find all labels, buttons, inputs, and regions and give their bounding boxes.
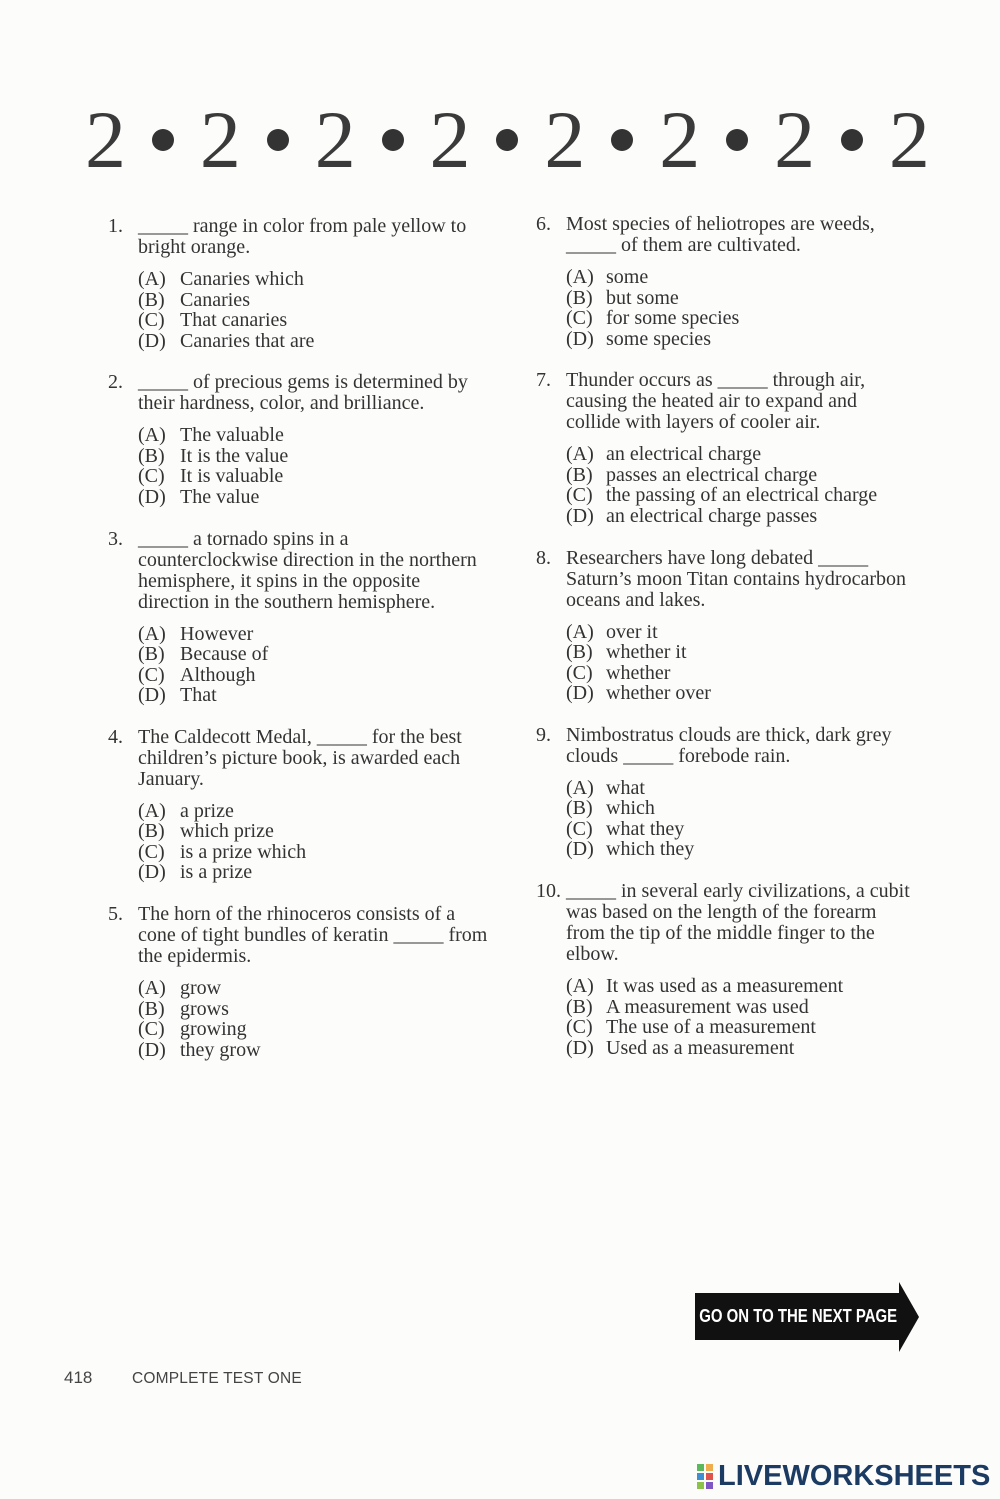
answer-option-a[interactable]	[566, 622, 956, 643]
stem-line: children’s picture book, is awarded each	[138, 746, 461, 769]
stem-line: causing the heated air to expand and	[566, 390, 857, 413]
option-text: a prize	[180, 799, 234, 822]
answer-option-b[interactable]	[566, 288, 956, 309]
question-stem	[138, 216, 508, 258]
option-text: The valuable	[180, 424, 284, 447]
question-body	[138, 216, 508, 351]
stem-line: direction in the southern hemisphere.	[138, 590, 436, 613]
option-text: for some species	[606, 307, 740, 329]
option-letter: (C)	[566, 484, 593, 507]
question-6	[536, 214, 956, 349]
option-text: they grow	[180, 1038, 261, 1061]
answer-option-c[interactable]	[138, 1019, 508, 1040]
question-number: 9.	[536, 723, 551, 746]
answer-option-d[interactable]	[566, 329, 956, 350]
question-body	[138, 529, 508, 706]
option-letter: (C)	[566, 817, 593, 840]
stem-line: _____ of them are cultivated.	[566, 234, 801, 256]
option-letter: (B)	[566, 641, 593, 663]
option-text: It is valuable	[180, 465, 284, 488]
stem-line: Researchers have long debated _____	[566, 546, 869, 569]
question-stem	[566, 725, 956, 767]
answer-option-d[interactable]	[566, 683, 956, 704]
option-letter: (A)	[138, 424, 166, 447]
stem-line: Thunder occurs as _____ through air,	[566, 369, 866, 392]
answer-option-c[interactable]	[566, 1017, 956, 1038]
option-letter: (A)	[138, 799, 166, 822]
section-number: 2	[429, 94, 471, 185]
option-letter: (B)	[138, 997, 165, 1020]
option-text: The value	[180, 485, 260, 508]
bullet-icon	[841, 129, 863, 151]
question-1	[108, 216, 508, 351]
option-text: However	[180, 622, 254, 645]
answer-option-c[interactable]	[566, 485, 956, 506]
option-letter: (C)	[138, 840, 165, 863]
question-number: 2.	[108, 371, 123, 394]
answer-option-b[interactable]	[566, 465, 956, 486]
option-letter: (C)	[566, 307, 593, 329]
option-text: some	[606, 266, 649, 288]
answer-option-b[interactable]	[138, 290, 508, 311]
option-text: an electrical charge passes	[606, 504, 818, 527]
answer-options	[566, 622, 956, 704]
section-number: 2	[544, 94, 586, 185]
question-8	[536, 548, 956, 704]
option-text: whether over	[606, 682, 711, 704]
stem-line: clouds _____ forebode rain.	[566, 744, 791, 767]
answer-option-d[interactable]	[566, 506, 956, 527]
logo-square	[706, 1464, 713, 1471]
answer-option-a[interactable]	[138, 978, 508, 999]
logo-square	[697, 1482, 704, 1489]
answer-option-a[interactable]	[566, 267, 956, 288]
answer-option-b[interactable]	[138, 999, 508, 1020]
option-letter: (D)	[138, 329, 166, 352]
question-stem	[566, 548, 956, 611]
option-letter: (D)	[138, 1038, 166, 1061]
option-text: Canaries	[180, 288, 250, 311]
answer-option-b[interactable]	[138, 821, 508, 842]
answer-option-a[interactable]	[566, 444, 956, 465]
liveworksheets-logo-text: LIVEWORKSHEETS	[718, 1460, 991, 1492]
answer-option-d[interactable]	[138, 331, 508, 352]
option-text: what	[606, 776, 645, 799]
option-letter: (D)	[566, 327, 594, 350]
option-letter: (C)	[566, 661, 593, 684]
option-text: the passing of an electrical charge	[606, 484, 878, 507]
option-letter: (B)	[566, 463, 593, 486]
stem-line: from the tip of the middle finger to the	[566, 922, 875, 944]
question-body	[566, 370, 956, 526]
option-letter: (D)	[138, 485, 166, 508]
option-text: It is the value	[180, 444, 289, 467]
section-number: 2	[314, 94, 356, 185]
answer-options	[138, 425, 508, 507]
next-page-banner	[695, 1293, 901, 1340]
stem-line: elbow.	[566, 943, 619, 965]
stem-line: The horn of the rhinoceros consists of a	[138, 903, 456, 925]
question-4	[108, 727, 508, 883]
bullet-icon	[611, 129, 633, 151]
option-letter: (D)	[138, 684, 166, 706]
option-letter: (C)	[138, 663, 165, 686]
option-text: over it	[606, 620, 658, 643]
option-letter: (B)	[138, 643, 165, 665]
question-body	[566, 725, 956, 860]
stem-line: _____ of precious gems is determined by	[138, 371, 468, 394]
stem-line: Saturn’s moon Titan contains hydrocarbon	[566, 567, 906, 590]
option-letter: (A)	[138, 268, 166, 290]
section-number: 2	[199, 94, 241, 185]
answer-option-c[interactable]	[138, 665, 508, 686]
option-letter: (A)	[566, 443, 594, 466]
option-text: grows	[180, 997, 229, 1020]
question-2	[108, 372, 508, 507]
stem-line: Nimbostratus clouds are thick, dark grey	[566, 723, 892, 746]
question-body	[566, 548, 956, 704]
question-stem	[566, 881, 956, 965]
answer-option-a[interactable]	[138, 624, 508, 645]
option-letter: (C)	[566, 1016, 593, 1038]
stem-line: Most species of heliotropes are weeds,	[566, 213, 875, 235]
option-text: Because of	[180, 643, 269, 665]
question-body	[138, 727, 508, 883]
option-letter: (C)	[138, 309, 165, 331]
option-letter: (A)	[566, 776, 594, 799]
option-text: which they	[606, 838, 695, 861]
bullet-icon	[382, 129, 404, 151]
answer-options	[566, 778, 956, 860]
option-letter: (C)	[138, 1018, 165, 1040]
bullet-icon	[152, 129, 174, 151]
option-letter: (B)	[566, 286, 593, 309]
option-text: That canaries	[180, 309, 288, 331]
question-number: 1.	[108, 215, 123, 237]
answer-option-d[interactable]	[138, 1040, 508, 1061]
option-text: whether it	[606, 641, 687, 663]
option-letter: (C)	[138, 465, 165, 488]
answer-option-d[interactable]	[138, 487, 508, 508]
stem-line: was based on the length of the forearm	[566, 901, 877, 923]
question-number: 4.	[108, 725, 123, 748]
question-10	[536, 881, 956, 1058]
stem-line: oceans and lakes.	[566, 588, 706, 611]
option-text: is a prize which	[180, 840, 307, 863]
answer-option-c[interactable]	[566, 663, 956, 684]
stem-line: the epidermis.	[138, 945, 252, 967]
stem-line: _____ in several early civilizations, a cubit	[566, 880, 910, 902]
section-number: 2	[774, 94, 816, 185]
answer-options	[566, 976, 956, 1058]
question-number: 3.	[108, 527, 123, 550]
answer-option-b[interactable]	[566, 997, 956, 1018]
option-letter: (A)	[566, 620, 594, 643]
stem-line: January.	[138, 767, 204, 790]
right-arrow-icon	[899, 1282, 919, 1352]
answer-options	[566, 267, 956, 349]
answer-option-d[interactable]	[566, 1038, 956, 1059]
option-text: The use of a measurement	[606, 1016, 816, 1038]
test-section-title: COMPLETE TEST ONE	[132, 1370, 302, 1387]
question-body	[566, 881, 956, 1058]
question-7	[536, 370, 956, 526]
question-number: 7.	[536, 369, 551, 392]
answer-options	[138, 801, 508, 883]
stem-line: their hardness, color, and brilliance.	[138, 392, 425, 415]
option-text: A measurement was used	[606, 995, 809, 1018]
option-letter: (B)	[138, 288, 165, 311]
question-stem	[566, 214, 956, 256]
answer-options	[138, 978, 508, 1060]
page-number: 418	[64, 1368, 93, 1387]
answer-option-a[interactable]	[566, 778, 956, 799]
question-5	[108, 904, 508, 1060]
logo-square	[706, 1473, 713, 1480]
liveworksheets-watermark	[697, 1460, 990, 1492]
option-text: Canaries which	[180, 268, 304, 290]
answer-options	[138, 624, 508, 706]
answer-option-a[interactable]	[138, 425, 508, 446]
question-stem	[566, 370, 956, 433]
question-body	[138, 372, 508, 507]
option-letter: (D)	[566, 1036, 594, 1059]
option-text: but some	[606, 286, 679, 309]
section-number: 2	[888, 94, 930, 185]
option-text: what they	[606, 817, 685, 840]
answer-options	[566, 444, 956, 526]
option-letter: (B)	[138, 444, 165, 467]
question-number: 8.	[536, 546, 551, 569]
option-letter: (A)	[138, 977, 166, 999]
question-number: 10.	[536, 880, 561, 902]
option-text: It was used as a measurement	[606, 975, 844, 997]
answer-options	[138, 269, 508, 351]
answer-option-d[interactable]	[566, 839, 956, 860]
question-9	[536, 725, 956, 860]
stem-line: cone of tight bundles of keratin _____ from	[138, 924, 488, 946]
answer-option-b[interactable]	[138, 446, 508, 467]
question-body	[138, 904, 508, 1060]
option-text: which prize	[180, 820, 274, 843]
answer-option-a[interactable]	[566, 976, 956, 997]
answer-option-b[interactable]	[566, 642, 956, 663]
stem-line: collide with layers of cooler air.	[566, 411, 821, 434]
option-text: is a prize	[180, 861, 253, 884]
stem-line: bright orange.	[138, 236, 251, 258]
stem-line: The Caldecott Medal, _____ for the best	[138, 725, 462, 748]
question-number: 6.	[536, 213, 551, 235]
next-page-label: GO ON TO THE NEXT PAGE	[699, 1306, 897, 1326]
option-text: some species	[606, 327, 711, 350]
section-number: 2	[85, 94, 126, 185]
option-letter: (B)	[566, 995, 593, 1018]
liveworksheets-logo-icon	[697, 1464, 713, 1489]
section-number: 2	[659, 94, 701, 185]
answer-option-d[interactable]	[138, 862, 508, 883]
option-text: whether	[606, 661, 671, 684]
bullet-icon	[726, 129, 748, 151]
stem-line: counterclockwise direction in the northern	[138, 548, 477, 571]
question-stem	[138, 372, 508, 414]
stem-line: _____ a tornado spins in a	[138, 527, 349, 550]
answer-option-c[interactable]	[138, 466, 508, 487]
option-letter: (A)	[566, 266, 594, 288]
logo-square	[697, 1473, 704, 1480]
option-text: That	[180, 684, 217, 706]
question-stem	[138, 727, 508, 790]
question-number: 5.	[108, 903, 123, 925]
answer-option-c[interactable]	[138, 842, 508, 863]
option-text: growing	[180, 1018, 247, 1040]
answer-option-c[interactable]	[566, 308, 956, 329]
answer-option-a[interactable]	[138, 269, 508, 290]
option-letter: (B)	[138, 820, 165, 843]
section-header	[85, 95, 930, 185]
logo-square	[697, 1464, 704, 1471]
option-letter: (D)	[138, 861, 166, 884]
answer-option-d[interactable]	[138, 685, 508, 706]
option-letter: (A)	[138, 622, 166, 645]
stem-line: _____ range in color from pale yellow to	[138, 215, 467, 237]
option-text: Canaries that are	[180, 329, 315, 352]
right-question-column	[536, 214, 956, 1079]
option-letter: (D)	[566, 838, 594, 861]
answer-option-b[interactable]	[566, 798, 956, 819]
stem-line: hemisphere, it spins in the opposite	[138, 569, 421, 592]
answer-option-b[interactable]	[138, 644, 508, 665]
question-3	[108, 529, 508, 706]
bullet-icon	[267, 129, 289, 151]
answer-option-c[interactable]	[138, 310, 508, 331]
logo-square	[706, 1482, 713, 1489]
option-letter: (A)	[566, 975, 594, 997]
answer-option-a[interactable]	[138, 801, 508, 822]
option-letter: (D)	[566, 682, 594, 704]
answer-option-c[interactable]	[566, 819, 956, 840]
go-on-next-page-arrow	[695, 1282, 921, 1352]
left-question-column	[108, 216, 508, 1081]
option-text: grow	[180, 977, 222, 999]
question-stem	[138, 529, 508, 613]
option-text: an electrical charge	[606, 443, 762, 466]
option-text: Used as a measurement	[606, 1036, 795, 1059]
question-body	[566, 214, 956, 349]
option-text: passes an electrical charge	[606, 463, 818, 486]
option-text: which	[606, 797, 655, 820]
bullet-icon	[496, 129, 518, 151]
option-text: Although	[180, 663, 256, 686]
option-letter: (B)	[566, 797, 593, 820]
option-letter: (D)	[566, 504, 594, 527]
question-stem	[138, 904, 508, 967]
